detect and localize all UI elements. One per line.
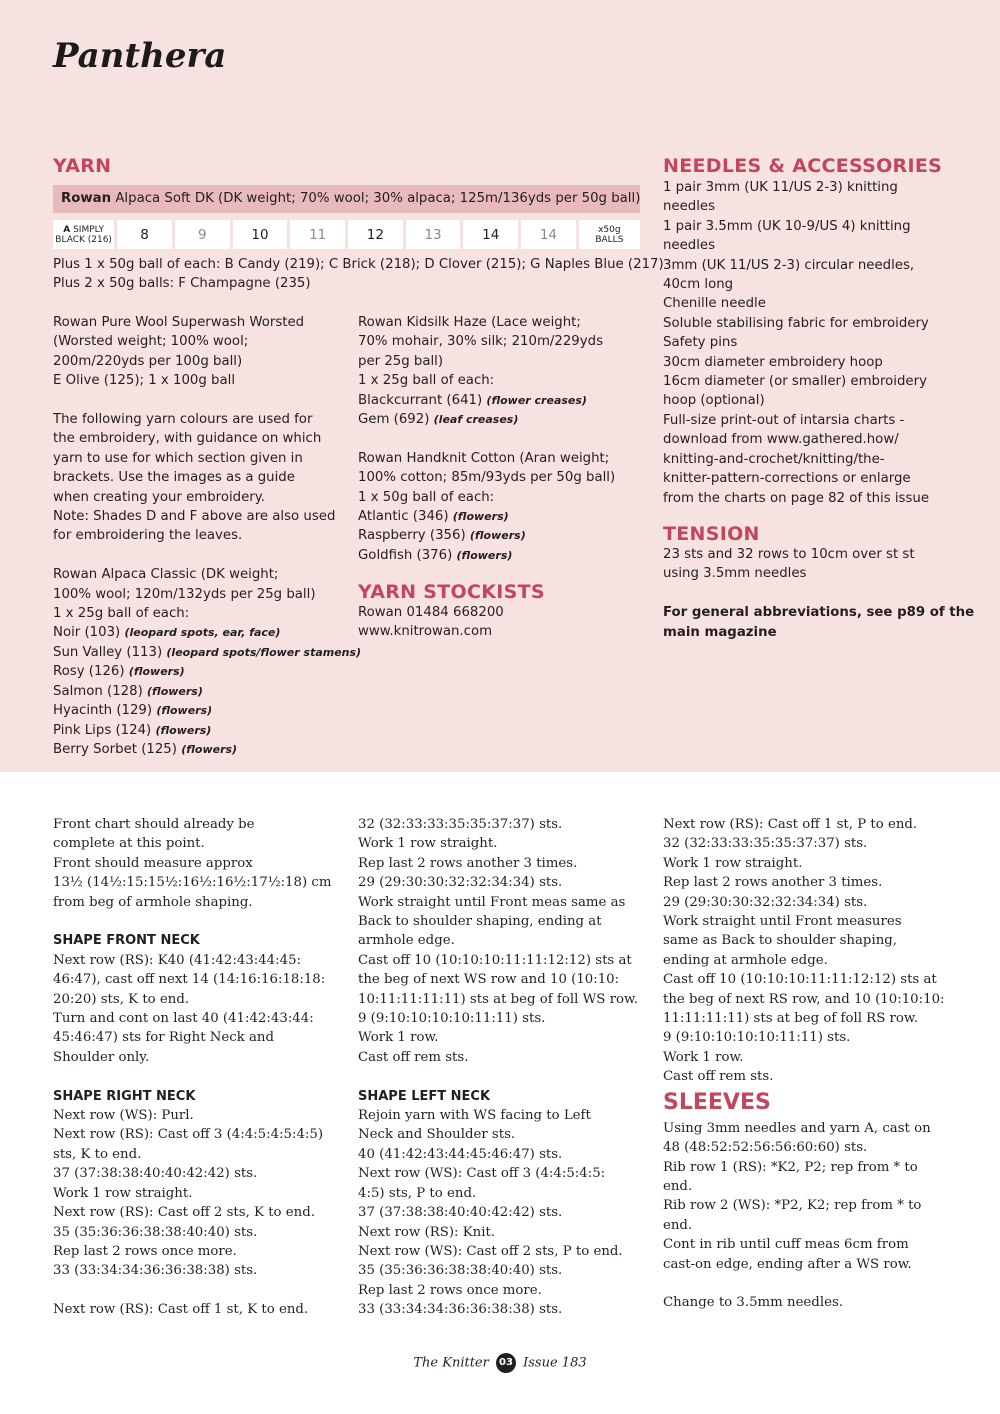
needles-line: 1 pair 3.5mm (UK 10-9/US 4) knitting [663, 218, 911, 234]
unit-line1: x50g [598, 224, 621, 235]
needles-line: 30cm diameter embroidery hoop [663, 354, 883, 370]
text-line: Cast off 10 (10:10:10:11:11:12:12) sts at [358, 952, 632, 968]
text-line: Cast off rem sts. [663, 1069, 774, 1085]
tension-line: using 3.5mm needles [663, 566, 807, 582]
colour-item [358, 507, 658, 526]
text-line: 1 x 50g ball of each: [358, 489, 495, 505]
left-neck-heading: SHAPE LEFT NECK [358, 1088, 491, 1104]
colour-item [53, 682, 353, 701]
text-line: Rib row 1 (RS): *K2, P2; rep from * to [663, 1159, 918, 1175]
text-line: for embroidering the leaves. [53, 528, 243, 544]
needles-line: hoop (optional) [663, 393, 765, 409]
text-line: sts, K to end. [53, 1146, 142, 1162]
yarn-quantity-row [53, 220, 640, 249]
text-line: 100% cotton; 85m/93yds per 50g ball) [358, 470, 616, 486]
text-line: 13½ (14½:15:15½:16½:16½:17½:18) cm [53, 875, 332, 891]
needles-line: Soluble stabilising fabric for embroidery [663, 315, 929, 331]
text-line: cast-on edge, ending after a WS row. [663, 1256, 912, 1272]
text-line: Next row (WS): Cast off 2 sts, P to end. [358, 1243, 623, 1259]
size-qty: 8 [117, 220, 172, 249]
needles-line: Chenille needle [663, 296, 766, 312]
text-line: The following yarn colours are used for [53, 412, 313, 428]
text-line: armhole edge. [358, 933, 455, 949]
stockist-website: www.knitrowan.com [358, 624, 493, 640]
text-line: yarn to use for which section given in [53, 450, 303, 466]
text-line: 70% mohair, 30% silk; 210m/229yds [358, 334, 603, 350]
colour-name: Noir (103) [53, 625, 121, 641]
colour-name: Pink Lips (124) [53, 722, 152, 738]
colour-note: (flowers) [456, 548, 513, 562]
stockists-heading: YARN STOCKISTS [358, 581, 545, 603]
text-line: Shoulder only. [53, 1049, 150, 1065]
text-line: Work 1 row straight. [358, 836, 498, 852]
text-line: end. [663, 1217, 693, 1233]
text-line: Cont in rib until cuff meas 6cm from [663, 1237, 909, 1253]
needles-line: needles [663, 238, 716, 254]
text-line: Work 1 row straight. [663, 855, 803, 871]
size-qty: 14 [521, 220, 576, 249]
colour-note: (flowers) [452, 510, 509, 524]
text-line: Next row (RS): Cast off 1 st, K to end. [53, 1302, 309, 1318]
colour-name: Blackcurrant (641) [358, 392, 483, 408]
size-qty: 10 [233, 220, 288, 249]
colour-item [358, 526, 658, 545]
text-line: 33 (33:34:34:36:36:38:38) sts. [358, 1302, 563, 1318]
colour-item [358, 410, 658, 429]
sleeves-heading: SLEEVES [663, 1089, 771, 1115]
yarn-a-letter: A [63, 224, 71, 235]
colour-note: (flowers) [147, 684, 203, 698]
text-line: 40 (41:42:43:44:45:46:47) sts. [358, 1146, 563, 1162]
text-line: Front should measure approx [53, 855, 253, 871]
colour-note: (flower creases) [486, 393, 587, 407]
colour-name: Salmon (128) [53, 683, 143, 699]
text-line: Next row (RS): K40 (41:42:43:44:45: [53, 952, 302, 968]
text-line: Next row (RS): Cast off 2 sts, K to end. [53, 1205, 315, 1221]
needles-line: needles [663, 199, 716, 215]
text-line: brackets. Use the images as a guide [53, 470, 295, 486]
colour-item [358, 391, 658, 410]
text-line: ending at armhole edge. [663, 952, 828, 968]
text-line: Next row (WS): Purl. [53, 1108, 194, 1124]
extra-yarn-line1: Plus 1 x 50g ball of each: B Candy (219); C Brick (218); D Clover (215); G Naples Blue (217) [53, 257, 664, 272]
text-line: 33 (33:34:34:36:36:38:38) sts. [53, 1263, 258, 1279]
text-line: E Olive (125); 1 x 100g ball [53, 373, 236, 389]
text-line: 10:11:11:11:11) sts at beg of foll WS row. [358, 991, 638, 1007]
text-line: Rep last 2 rows once more. [358, 1282, 542, 1298]
text-line: 200m/220yds per 100g ball) [53, 353, 243, 369]
yarn-a-label [53, 220, 114, 249]
needles-line: knitting-and-crochet/knitting/the- [663, 451, 885, 467]
text-line: Using 3mm needles and yarn A, cast on [663, 1120, 931, 1136]
text-line: the beg of next WS row and 10 (10:10: [358, 972, 620, 988]
colour-note: (leopard spots/flower stamens) [166, 645, 362, 659]
text-line: 35 (35:36:36:38:38:40:40) sts. [358, 1263, 563, 1279]
text-line: 32 (32:33:33:35:35:37:37) sts. [358, 817, 563, 832]
text-line: Work 1 row. [663, 1049, 744, 1065]
instructions-column-2 [358, 815, 658, 1320]
magazine-name: The Knitter [413, 1355, 489, 1371]
text-line: Rowan Alpaca Classic (DK weight; [53, 567, 279, 583]
size-qty: 11 [290, 220, 345, 249]
text-line: Rowan Handknit Cotton (Aran weight; [358, 450, 610, 466]
colour-name: Atlantic (346) [358, 509, 449, 525]
text-line: 37 (37:38:38:40:40:42:42) sts. [358, 1205, 563, 1221]
size-qty: 12 [348, 220, 403, 249]
size-qty: 9 [175, 220, 230, 249]
needles-line: Safety pins [663, 335, 738, 351]
colour-item [53, 721, 353, 740]
text-line: 29 (29:30:30:32:32:34:34) sts. [358, 875, 563, 891]
needles-heading: NEEDLES & ACCESSORIES [663, 155, 943, 177]
page-footer [0, 1353, 1000, 1374]
text-line: complete at this point. [53, 836, 205, 852]
text-line: 9 (9:10:10:10:10:11:11) sts. [663, 1030, 851, 1046]
text-line: per 25g ball) [358, 353, 444, 369]
stockists-block [358, 603, 658, 642]
text-line: 48 (48:52:52:56:56:60:60) sts. [663, 1140, 868, 1156]
text-line: 4:5) sts, P to end. [358, 1185, 477, 1201]
text-line: Cast off rem sts. [358, 1049, 469, 1065]
text-line: Rowan Pure Wool Superwash Worsted [53, 315, 305, 330]
needles-line: from the charts on page 82 of this issue [663, 490, 930, 506]
instructions-column-3 [663, 815, 963, 1313]
colour-note: (flowers) [155, 723, 212, 737]
page-badge: 03 [496, 1353, 516, 1373]
text-line: Rib row 2 (WS): *P2, K2; rep from * to [663, 1198, 922, 1214]
text-line: 32 (32:33:33:35:35:37:37) sts. [663, 836, 868, 852]
text-line: same as Back to shoulder shaping, [663, 933, 897, 949]
text-line: Rep last 2 rows another 3 times. [358, 855, 578, 871]
pattern-title: Panthera [53, 36, 227, 76]
colour-item [53, 740, 353, 759]
text-line: Neck and Shoulder sts. [358, 1127, 516, 1143]
text-line: Note: Shades D and F above are also used [53, 509, 336, 525]
tension-heading: TENSION [663, 523, 760, 545]
unit-line2: BALLS [595, 234, 624, 245]
text-line: Cast off 10 (10:10:10:11:11:12:12) sts at [663, 972, 937, 988]
colour-note: (flowers) [128, 665, 185, 679]
colour-name: Gem (692) [358, 412, 430, 428]
front-neck-heading: SHAPE FRONT NECK [53, 933, 200, 949]
extra-yarn [53, 255, 664, 294]
text-line: (Worsted weight; 100% wool; [53, 334, 249, 350]
needles-line: 16cm diameter (or smaller) embroidery [663, 374, 927, 390]
colour-note: (flowers) [469, 529, 526, 543]
needles-line: download from www.gathered.how/ [663, 432, 899, 448]
colour-name: Hyacinth (129) [53, 703, 153, 719]
colour-note: (leaf creases) [433, 413, 519, 427]
text-line: Front chart should already be [53, 817, 255, 832]
text-line: Work 1 row straight. [53, 1185, 193, 1201]
colour-name: Rosy (126) [53, 664, 125, 680]
text-line: the embroidery, with guidance on which [53, 431, 322, 447]
needles-line: knitter-pattern-corrections or enlarge [663, 471, 911, 487]
yarn-heading: YARN [53, 155, 112, 177]
colour-name: Raspberry (356) [358, 528, 466, 544]
text-line: 29 (29:30:30:32:32:34:34) sts. [663, 894, 868, 910]
size-qty: 14 [463, 220, 518, 249]
tension-line: 23 sts and 32 rows to 10cm over st st [663, 547, 915, 562]
needles-line: Full-size print-out of intarsia charts - [663, 412, 905, 428]
text-line: 20:20) sts, K to end. [53, 991, 190, 1007]
main-yarn-bar [53, 185, 640, 213]
text-line: Turn and cont on last 40 (41:42:43:44: [53, 1011, 314, 1027]
colour-item [53, 701, 353, 720]
text-line: when creating your embroidery. [53, 489, 265, 505]
needles-line: 3mm (UK 11/US 2-3) circular needles, [663, 257, 915, 273]
text-line: Rep last 2 rows once more. [53, 1243, 237, 1259]
instructions-column-1 [53, 815, 353, 1320]
text-line: 1 x 25g ball of each: [358, 373, 495, 389]
text-line: the beg of next RS row, and 10 (10:10:10: [663, 991, 945, 1007]
text-line: 45:46:47) sts for Right Neck and [53, 1030, 275, 1046]
text-line: Next row (RS): Cast off 1 st, P to end. [663, 817, 918, 832]
colour-note: (flowers) [156, 704, 213, 718]
yarn-a-name: SIMPLY [73, 224, 104, 235]
stockist-phone: Rowan 01484 668200 [358, 605, 504, 620]
needles-list [663, 178, 963, 508]
colour-name: Berry Sorbet (125) [53, 741, 177, 757]
abbreviations-note: For general abbreviations, see p89 of the [663, 605, 975, 621]
issue-number: Issue 183 [523, 1355, 587, 1371]
text-line: 35 (35:36:36:38:38:40:40) sts. [53, 1224, 258, 1240]
text-line: Next row (WS): Cast off 3 (4:4:5:4:5: [358, 1166, 606, 1182]
colour-note: (flowers) [181, 742, 238, 756]
text-line: Change to 3.5mm needles. [663, 1295, 843, 1311]
yarn-a-shade: BLACK (216) [55, 234, 112, 245]
extra-yarn-line2: Plus 2 x 50g balls: F Champagne (235) [53, 276, 311, 292]
text-line: Rowan Kidsilk Haze (Lace weight; [358, 315, 581, 330]
text-line: Rep last 2 rows another 3 times. [663, 875, 883, 891]
text-line: Work straight until Front measures [663, 914, 902, 930]
text-line: Rejoin yarn with WS facing to Left [358, 1108, 591, 1124]
text-line: 46:47), cast off next 14 (14:16:16:18:18: [53, 972, 326, 988]
text-line: Next row (RS): Cast off 3 (4:4:5:4:5:4:5) [53, 1127, 324, 1143]
text-line: from beg of armhole shaping. [53, 894, 253, 910]
colour-note: (leopard spots, ear, face) [124, 626, 281, 640]
main-yarn-brand: Rowan [61, 191, 112, 206]
tension-block [663, 545, 975, 642]
colour-item [53, 662, 353, 681]
colour-name: Sun Valley (113) [53, 644, 163, 660]
text-line: Back to shoulder shaping, ending at [358, 914, 602, 930]
text-line: 100% wool; 120m/132yds per 25g ball) [53, 586, 316, 602]
right-neck-heading: SHAPE RIGHT NECK [53, 1088, 196, 1104]
colour-item [53, 643, 362, 662]
main-yarn-desc: Alpaca Soft DK (DK weight; 70% wool; 30% alpaca; 125m/136yds per 50g ball) [111, 191, 641, 206]
colour-name: Goldfish (376) [358, 547, 453, 563]
text-line: 9 (9:10:10:10:10:11:11) sts. [358, 1011, 546, 1027]
size-qty: 13 [406, 220, 461, 249]
abbreviations-note-2: main magazine [663, 624, 777, 640]
text-line: 1 x 25g ball of each: [53, 606, 190, 622]
text-line: Work straight until Front meas same as [358, 894, 626, 910]
needles-line: 1 pair 3mm (UK 11/US 2-3) knitting [663, 180, 898, 195]
yarn-left-column [53, 313, 362, 759]
colour-item [358, 546, 658, 565]
yarn-middle-column [358, 313, 658, 565]
colour-item [53, 623, 353, 642]
text-line: 11:11:11:11) sts at beg of foll RS row. [663, 1011, 918, 1027]
unit-label [579, 220, 640, 249]
text-line: 37 (37:38:38:40:40:42:42) sts. [53, 1166, 258, 1182]
text-line: end. [663, 1178, 693, 1194]
needles-line: 40cm long [663, 277, 734, 293]
text-line: Next row (RS): Knit. [358, 1224, 496, 1240]
text-line: Work 1 row. [358, 1030, 439, 1046]
